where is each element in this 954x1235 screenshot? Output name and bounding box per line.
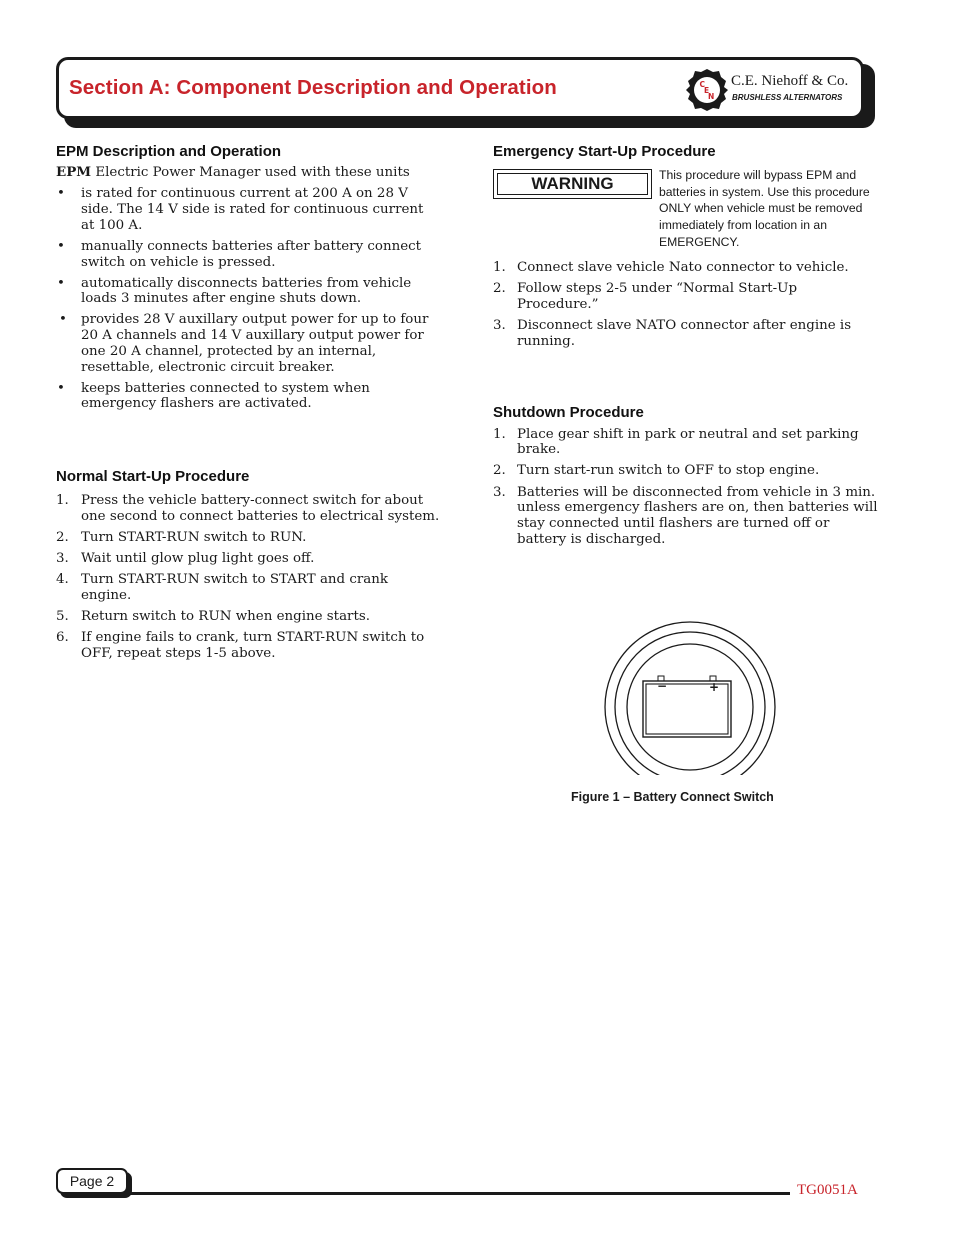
normal-startup-heading: Normal Start-Up Procedure bbox=[56, 468, 250, 486]
step-number: 1. bbox=[493, 426, 506, 442]
step-text: Follow steps 2-5 under “Normal Start-Up Procedure.” bbox=[517, 281, 798, 313]
list-item bbox=[493, 260, 878, 276]
step-text: If engine fails to crank, turn START-RUN switch to OFF, repeat steps 1-5 above. bbox=[81, 629, 425, 661]
list-item bbox=[56, 609, 441, 625]
list-item bbox=[56, 530, 441, 546]
page-number: Page 2 bbox=[56, 1168, 128, 1194]
list-item-text: automatically disconnects batteries from vehicle loads 3 minutes after engine shuts down. bbox=[81, 275, 412, 307]
list-item bbox=[493, 463, 878, 479]
list-item bbox=[493, 485, 878, 548]
section-header bbox=[56, 57, 864, 119]
battery-connect-switch-icon bbox=[600, 620, 780, 775]
list-item-text: provides 28 V auxillary output power for up to four 20 A channels and 14 V auxillary output power for one 20 A channel, protected by an internal, resettable, electronic circuit breaker. bbox=[81, 312, 429, 375]
step-text: Turn start-run switch to OFF to stop engine. bbox=[517, 463, 820, 479]
step-text: Disconnect slave NATO connector after engine is running. bbox=[517, 318, 852, 349]
warning-callout bbox=[493, 167, 878, 255]
list-item bbox=[56, 276, 441, 307]
list-item bbox=[56, 630, 441, 661]
warning-box bbox=[493, 169, 652, 199]
epm-intro-text: Electric Power Manager used with these units bbox=[91, 165, 410, 180]
epm-intro-bold: EPM bbox=[56, 164, 92, 180]
epm-heading: EPM Description and Operation bbox=[56, 143, 282, 160]
left-column bbox=[56, 142, 441, 661]
section-title: Section A: Component Description and Operation bbox=[69, 76, 557, 99]
company-name: C.E. Niehoff & Co. bbox=[731, 73, 849, 89]
step-text: Wait until glow plug light goes off. bbox=[81, 550, 315, 566]
list-item bbox=[56, 572, 441, 603]
list-item bbox=[493, 281, 878, 312]
svg-text:C: C bbox=[699, 80, 706, 89]
bullet-marker: • bbox=[57, 275, 65, 291]
bullet-marker: • bbox=[59, 312, 67, 328]
svg-text:E: E bbox=[704, 86, 710, 95]
step-number: 5. bbox=[56, 608, 69, 624]
list-item-text: keeps batteries connected to system when emergency flashers are activated. bbox=[81, 380, 370, 412]
list-item bbox=[56, 551, 441, 567]
footer-rule bbox=[128, 1192, 790, 1195]
step-text: Return switch to RUN when engine starts. bbox=[81, 608, 370, 624]
step-number: 3. bbox=[493, 318, 506, 334]
emergency-startup-steps bbox=[493, 260, 878, 349]
shutdown-steps bbox=[493, 427, 878, 548]
step-number: 6. bbox=[56, 629, 69, 645]
list-item bbox=[493, 318, 878, 349]
normal-startup-steps bbox=[56, 493, 441, 661]
step-number: 2. bbox=[493, 463, 506, 479]
list-item bbox=[56, 493, 441, 524]
step-number: 3. bbox=[493, 484, 506, 500]
step-text: Turn START-RUN switch to RUN. bbox=[81, 529, 307, 545]
bullet-marker: • bbox=[57, 238, 65, 254]
list-item bbox=[56, 239, 441, 270]
step-number: 1. bbox=[493, 260, 506, 276]
right-column bbox=[493, 142, 878, 547]
step-text: Batteries will be disconnected from vehicle in 3 min. unless emergency flashers are on, then batteries will stay connected until flashers are turned off or battery is discharged. bbox=[517, 484, 878, 547]
step-number: 2. bbox=[56, 529, 69, 545]
normal-startup-section bbox=[56, 467, 441, 661]
step-number: 2. bbox=[493, 281, 506, 297]
step-text: Press the vehicle battery-connect switch for about one second to connect batteries to electrical system. bbox=[81, 493, 440, 524]
warning-label: WARNING bbox=[497, 173, 648, 195]
company-tagline: BRUSHLESS ALTERNATORS bbox=[732, 93, 843, 102]
list-item-text: manually connects batteries after battery connect switch on vehicle is pressed. bbox=[81, 238, 422, 270]
figure-caption: Figure 1 – Battery Connect Switch bbox=[571, 790, 774, 804]
step-number: 1. bbox=[56, 493, 69, 509]
svg-text:N: N bbox=[708, 92, 715, 101]
list-item bbox=[56, 312, 441, 375]
plus-sign: + bbox=[709, 680, 720, 694]
step-number: 4. bbox=[56, 572, 69, 588]
step-text: Place gear shift in park or neutral and set parking brake. bbox=[517, 426, 859, 458]
emergency-startup-heading: Emergency Start-Up Procedure bbox=[493, 143, 716, 160]
warning-text: This procedure will bypass EPM and batteries in system. Use this procedure ONLY when vehicle must be removed immediately from location in an EMERGENCY. bbox=[659, 168, 870, 249]
epm-description-section bbox=[56, 142, 441, 412]
minus-sign: − bbox=[657, 679, 668, 693]
list-item-text: is rated for continuous current at 200 A on 28 V side. The 14 V side is rated for continuous current at 100 A. bbox=[81, 186, 424, 233]
shutdown-heading: Shutdown Procedure bbox=[493, 403, 644, 421]
step-text: Turn START-RUN switch to START and crank engine. bbox=[81, 572, 389, 603]
document-id: TG0051A bbox=[797, 1182, 858, 1198]
step-text: Connect slave vehicle Nato connector to vehicle. bbox=[517, 260, 849, 276]
epm-intro bbox=[56, 164, 441, 181]
company-logo bbox=[685, 68, 865, 112]
list-item bbox=[56, 186, 441, 233]
emergency-startup-section bbox=[493, 142, 878, 350]
bullet-marker: • bbox=[57, 186, 65, 202]
epm-bullet-list bbox=[56, 186, 441, 412]
cen-gear-logo-icon bbox=[685, 68, 729, 112]
shutdown-section bbox=[493, 403, 878, 548]
list-item bbox=[56, 381, 441, 412]
list-item bbox=[493, 427, 878, 458]
bullet-marker: • bbox=[57, 380, 65, 396]
step-number: 3. bbox=[56, 550, 69, 566]
